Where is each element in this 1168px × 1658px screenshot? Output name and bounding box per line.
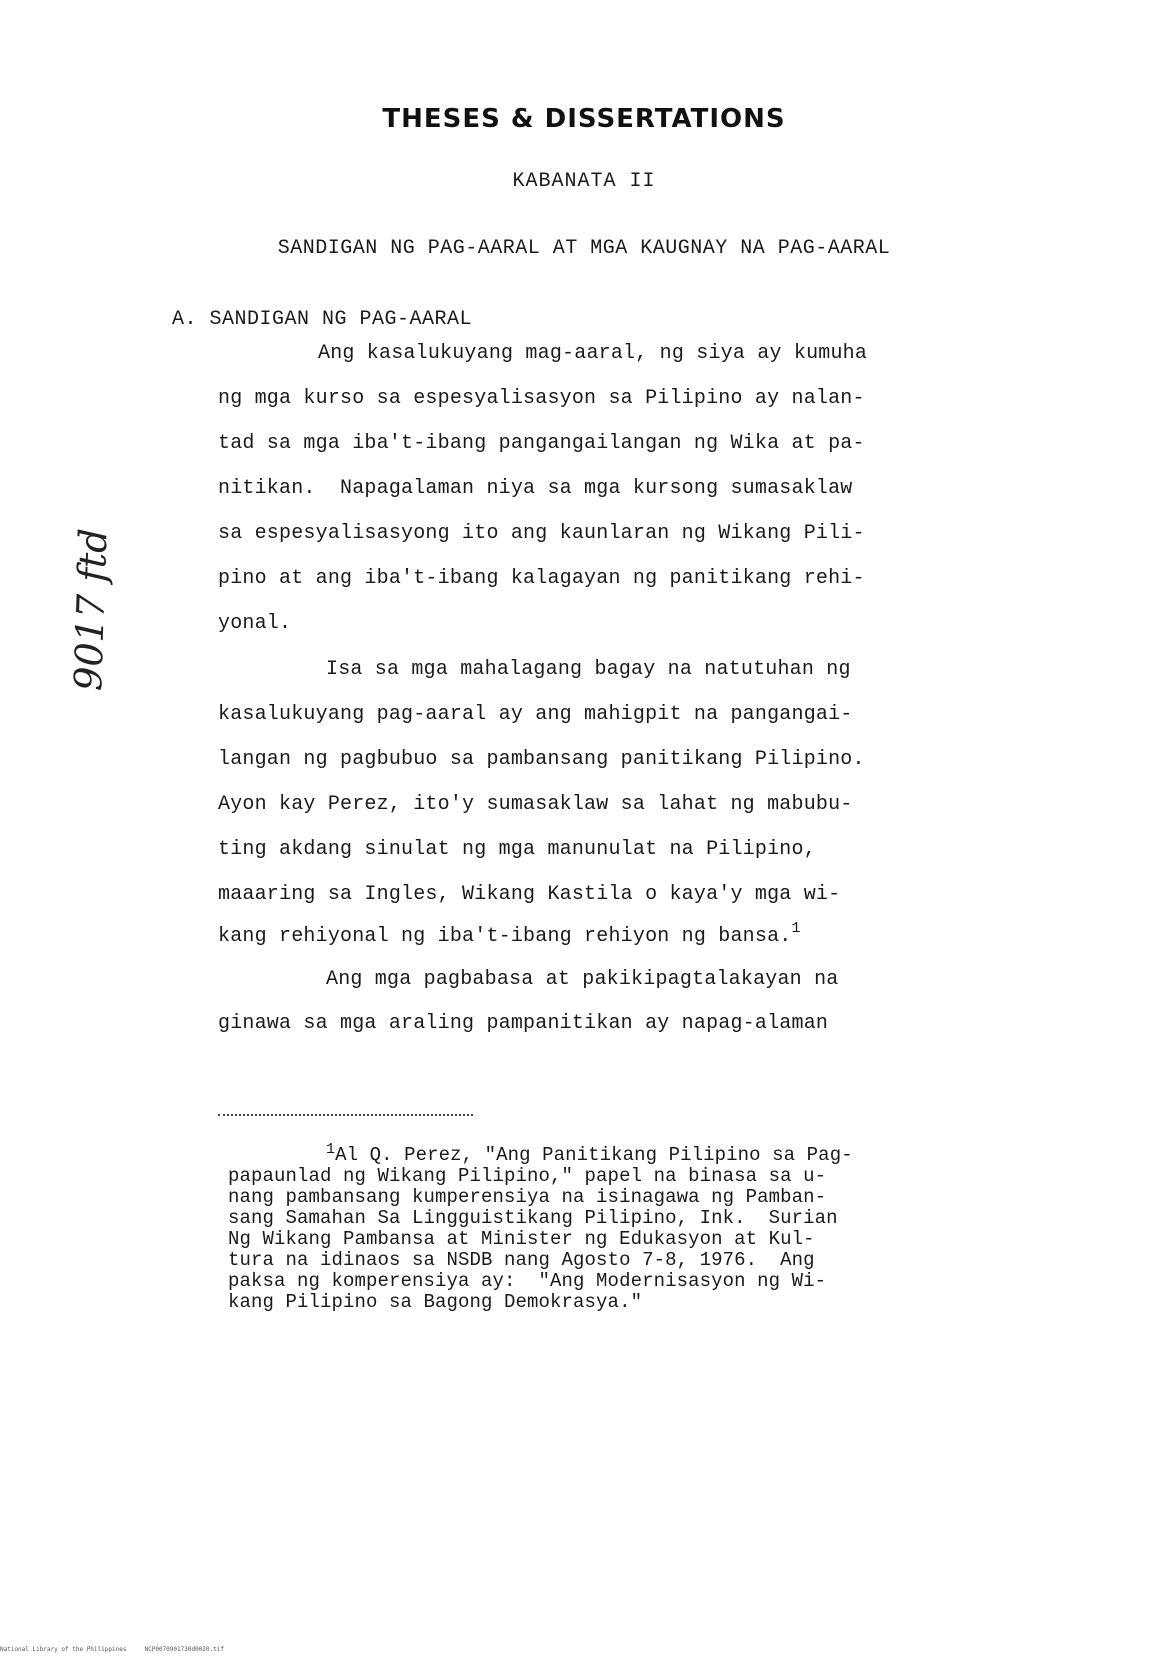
paragraph-line: Ayon kay Perez, ito'y sumasaklaw sa lahat ng mabubu- [218,793,853,816]
paragraph-line: langan ng pagbubuo sa pambansang panitikang Pilipino. [218,748,865,771]
paragraph-line: pino at ang iba't-ibang kalagayan ng panitikang rehi- [218,567,865,590]
paragraph-line: Ang kasalukuyang mag-aaral, ng siya ay kumuha [318,342,868,365]
footnote-line: nang pambansang kumperensiya na isinagawa ng Pamban- [228,1186,827,1208]
stamp-heading: THESES & DISSERTATIONS [382,104,786,134]
chapter-title: SANDIGAN NG PAG-AARAL AT MGA KAUGNAY NA PAG-AARAL [277,237,891,260]
footnote-line [326,1141,853,1166]
paragraph-line: Ang mga pagbabasa at pakikipagtalakayan na [326,968,839,991]
paragraph-line: kasalukuyang pag-aaral ay ang mahigpit na pangangai- [218,703,853,726]
footnote-text: Al Q. Perez, "Ang Panitikang Pilipino sa Pag- [335,1144,853,1166]
footer-library: National Library of the Philippines [0,1646,127,1653]
paragraph-line: ting akdang sinulat ng mga manunulat na Pilipino, [218,838,816,861]
paragraph-line: sa espesyalisasyong ito ang kaunlaran ng Wikang Pili- [218,522,865,545]
footnote-line: sang Samahan Sa Lingguistikang Pilipino, Ink. Surian [228,1207,838,1229]
footnote-line: Ng Wikang Pambansa at Minister ng Edukasyon at Kul- [228,1228,815,1250]
scan-footer [0,1646,224,1653]
footnote-marker: 1 [326,1141,336,1158]
section-heading: A. SANDIGAN NG PAG-AARAL [172,308,473,331]
chapter-heading: KABANATA II [512,170,656,193]
paragraph-line: ginawa sa mga araling pampanitikan ay napag-alaman [218,1012,829,1035]
paragraph-line: nitikan. Napagalaman niya sa mga kursong sumasaklaw [218,477,853,500]
paragraph-line: yonal. [218,612,292,635]
paragraph-line: maaaring sa Ingles, Wikang Kastila o kaya'y mga wi- [218,883,841,906]
footnote-reference: 1 [791,920,801,937]
paragraph-line: tad sa mga iba't-ibang pangangailangan ng Wika at pa- [218,432,865,455]
footnote-line: paksa ng komperensiya ay: "Ang Modernisasyon ng Wi- [228,1270,827,1292]
margin-handwritten-note: 9017 ftd [66,527,116,692]
footer-file: NCP0070901730d0020.tif [144,1646,224,1653]
footnote-divider [218,1114,473,1116]
paragraph-line: Isa sa mga mahalagang bagay na natutuhan ng [326,658,851,681]
footnote-line: kang Pilipino sa Bagong Demokrasya." [228,1291,643,1313]
paragraph-line [218,920,801,948]
footnote-line: tura na idinaos sa NSDB nang Agosto 7-8, 1976. Ang [228,1249,815,1271]
footnote-line: papaunlad ng Wikang Pilipino," papel na binasa sa u- [228,1165,827,1187]
paragraph-line: ng mga kurso sa espesyalisasyon sa Pilipino ay nalan- [218,387,865,410]
paragraph-text: kang rehiyonal ng iba't-ibang rehiyon ng bansa. [218,925,792,948]
